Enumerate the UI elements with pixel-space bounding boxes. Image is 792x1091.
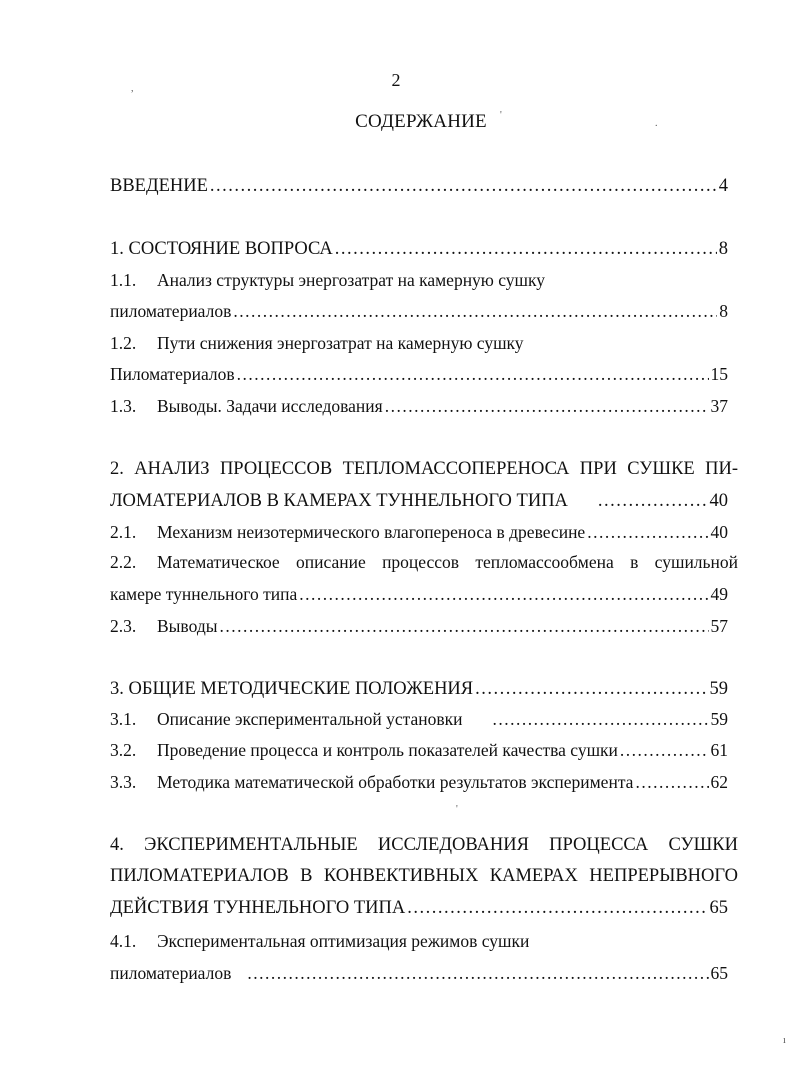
toc-entry-page: 8 xyxy=(719,301,728,321)
toc-section-1-1-cont[interactable] xyxy=(110,297,728,325)
section-text: Математическое описание процессов тепломассообмена в сушильной xyxy=(157,552,738,572)
section-number: 2.3. xyxy=(110,616,137,636)
toc-entry-text: ДЕЙСТВИЯ ТУННЕЛЬНОГО ТИПА xyxy=(110,898,406,918)
leader-dots xyxy=(335,235,717,263)
section-number: 1.2. xyxy=(110,333,137,353)
toc-section-3-3[interactable] xyxy=(110,768,728,796)
leader-dots xyxy=(299,580,708,608)
toc-entry-text: 1. СОСТОЯНИЕ ВОПРОСА xyxy=(110,239,333,259)
toc-title: СОДЕРЖАНИЕ xyxy=(355,111,487,132)
leader-dots xyxy=(587,518,708,546)
toc-entry-page: 65 xyxy=(709,898,728,918)
leader-dots xyxy=(385,392,709,420)
leader-dots xyxy=(475,675,707,703)
toc-chapter-4-line1[interactable]: 4. ЭКСПЕРИМЕНТАЛЬНЫЕ ИССЛЕДОВАНИЯ ПРОЦЕССА СУШКИ xyxy=(110,835,738,855)
toc-section-1-1[interactable] xyxy=(110,266,728,294)
scan-speck: ı xyxy=(783,1035,786,1046)
toc-section-1-2[interactable] xyxy=(110,329,728,357)
toc-section-4-1[interactable] xyxy=(110,927,728,955)
toc-entry-page: 59 xyxy=(709,679,728,699)
toc-entry-page: 15 xyxy=(710,364,728,384)
section-text: Выводы xyxy=(157,616,218,636)
section-text: Описание экспериментальной установки xyxy=(157,709,463,729)
leader-dots xyxy=(407,894,707,922)
toc-section-2-2-cont[interactable] xyxy=(110,580,728,608)
section-text: Пути снижения энергозатрат на камерную сушку xyxy=(157,333,524,353)
leader-dots xyxy=(233,297,717,325)
scan-speck: , xyxy=(131,83,134,94)
toc-chapter-3[interactable] xyxy=(110,675,728,703)
toc-chapter-2-line2[interactable] xyxy=(110,487,728,515)
scan-speck: ' xyxy=(456,804,458,815)
toc-section-2-3[interactable] xyxy=(110,612,728,640)
section-text: Механизм неизотермического влагопереноса в древесине xyxy=(157,522,586,542)
toc-chapter-4-line3[interactable] xyxy=(110,894,728,922)
section-text: пиломатериалов xyxy=(110,301,232,321)
toc-entry-page: 8 xyxy=(718,239,728,259)
toc-entry-intro[interactable] xyxy=(110,172,728,200)
section-number: 1.1. xyxy=(110,270,137,290)
section-number: 3.1. xyxy=(110,709,137,729)
section-number: 2.1. xyxy=(110,522,137,542)
toc-entry-page: 62 xyxy=(710,772,728,792)
leader-dots xyxy=(219,612,708,640)
leader-dots xyxy=(247,959,708,987)
toc-chapter-4-line2[interactable]: ПИЛОМАТЕРИАЛОВ В КОНВЕКТИВНЫХ КАМЕРАХ НЕПРЕРЫВНОГО xyxy=(110,866,738,886)
toc-chapter-1[interactable] xyxy=(110,235,728,263)
toc-entry-page: 57 xyxy=(710,616,728,636)
leader-dots xyxy=(210,172,717,200)
toc-entry-text: 3. ОБЩИЕ МЕТОДИЧЕСКИЕ ПОЛОЖЕНИЯ xyxy=(110,679,474,699)
leader-dots xyxy=(493,705,709,733)
toc-section-3-1[interactable] xyxy=(110,705,728,733)
section-text: камере туннельного типа xyxy=(110,584,298,604)
toc-section-1-3[interactable] xyxy=(110,392,728,420)
toc-entry-page: 65 xyxy=(710,963,728,983)
section-text: Выводы. Задачи исследования xyxy=(157,396,383,416)
scan-speck: . xyxy=(655,118,658,129)
scan-speck: ' xyxy=(500,110,502,121)
section-text: Пиломатериалов xyxy=(110,364,235,384)
leader-dots xyxy=(598,487,708,515)
leader-dots xyxy=(237,360,709,388)
toc-entry-page: 61 xyxy=(710,740,728,760)
section-text: Анализ структуры энергозатрат на камерную сушку xyxy=(157,270,546,290)
toc-entry-text: ЛОМАТЕРИАЛОВ В КАМЕРАХ ТУННЕЛЬНОГО ТИПА xyxy=(110,491,568,511)
toc-entry-page: 40 xyxy=(709,491,728,511)
toc-entry-page: 4 xyxy=(718,176,728,196)
toc-section-3-2[interactable] xyxy=(110,736,728,764)
toc-entry-page: 37 xyxy=(710,396,728,416)
section-text: Экспериментальная оптимизация режимов сушки xyxy=(157,931,530,951)
toc-entry-page: 49 xyxy=(710,584,728,604)
toc-chapter-2-line1[interactable]: 2. АНАЛИЗ ПРОЦЕССОВ ТЕПЛОМАССОПЕРЕНОСА ПРИ СУШКЕ ПИ- xyxy=(110,459,738,479)
toc-section-1-2-cont[interactable] xyxy=(110,360,728,388)
toc-section-2-2[interactable] xyxy=(110,548,738,576)
section-number: 2.2. xyxy=(110,552,137,572)
page-number: 2 xyxy=(391,70,401,90)
section-text: пиломатериалов xyxy=(110,963,232,983)
section-number: 1.3. xyxy=(110,396,137,416)
toc-entry-text: ВВЕДЕНИЕ xyxy=(110,176,208,196)
section-text: Методика математической обработки результатов эксперимента xyxy=(157,772,634,792)
section-number: 3.2. xyxy=(110,740,137,760)
leader-dots xyxy=(635,768,708,796)
section-text: Проведение процесса и контроль показателей качества сушки xyxy=(157,740,618,760)
toc-section-4-1-cont[interactable] xyxy=(110,959,728,987)
section-number: 4.1. xyxy=(110,931,137,951)
leader-dots xyxy=(620,736,709,764)
section-number: 3.3. xyxy=(110,772,137,792)
toc-entry-page: 59 xyxy=(710,709,728,729)
toc-entry-page: 40 xyxy=(710,522,728,542)
toc-section-2-1[interactable] xyxy=(110,518,728,546)
